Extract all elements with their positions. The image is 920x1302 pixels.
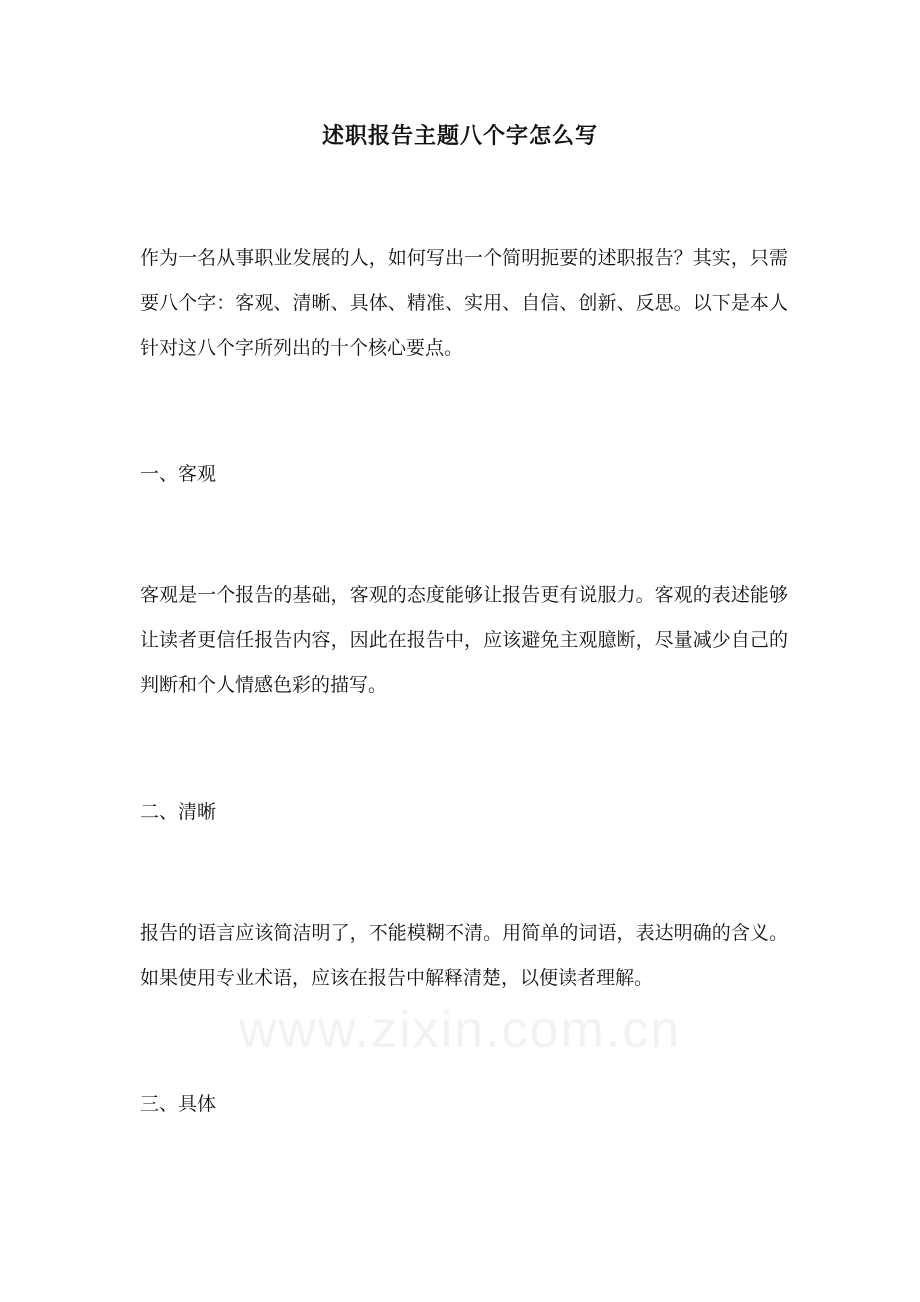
section-body-2: 报告的语言应该简洁明了，不能模糊不清。用简单的词语，表达明确的含义。如果使用专业术语，应该在报告中解释清楚，以便读者理解。 [140,922,788,989]
section-heading-1: 一、客观 [140,463,217,485]
document-title: 述职报告主题八个字怎么写 [321,123,598,149]
section-body-1: 客观是一个报告的基础，客观的态度能够让报告更有说服力。客观的表述能够让读者更信任报告内容，因此在报告中，应该避免主观臆断，尽量减少自己的判断和个人情感色彩的描写。 [140,584,788,696]
section-heading-2: 二、清晰 [140,801,217,823]
intro-paragraph: 作为一名从事职业发展的人，如何写出一个简明扼要的述职报告？其实，只需要八个字：客观、清晰、具体、精准、实用、自信、创新、反思。以下是本人针对这八个字所列出的十个核心要点。 [140,247,788,359]
watermark: www.zixin.com.cn [238,1001,682,1059]
section-heading-3: 三、具体 [140,1093,217,1115]
